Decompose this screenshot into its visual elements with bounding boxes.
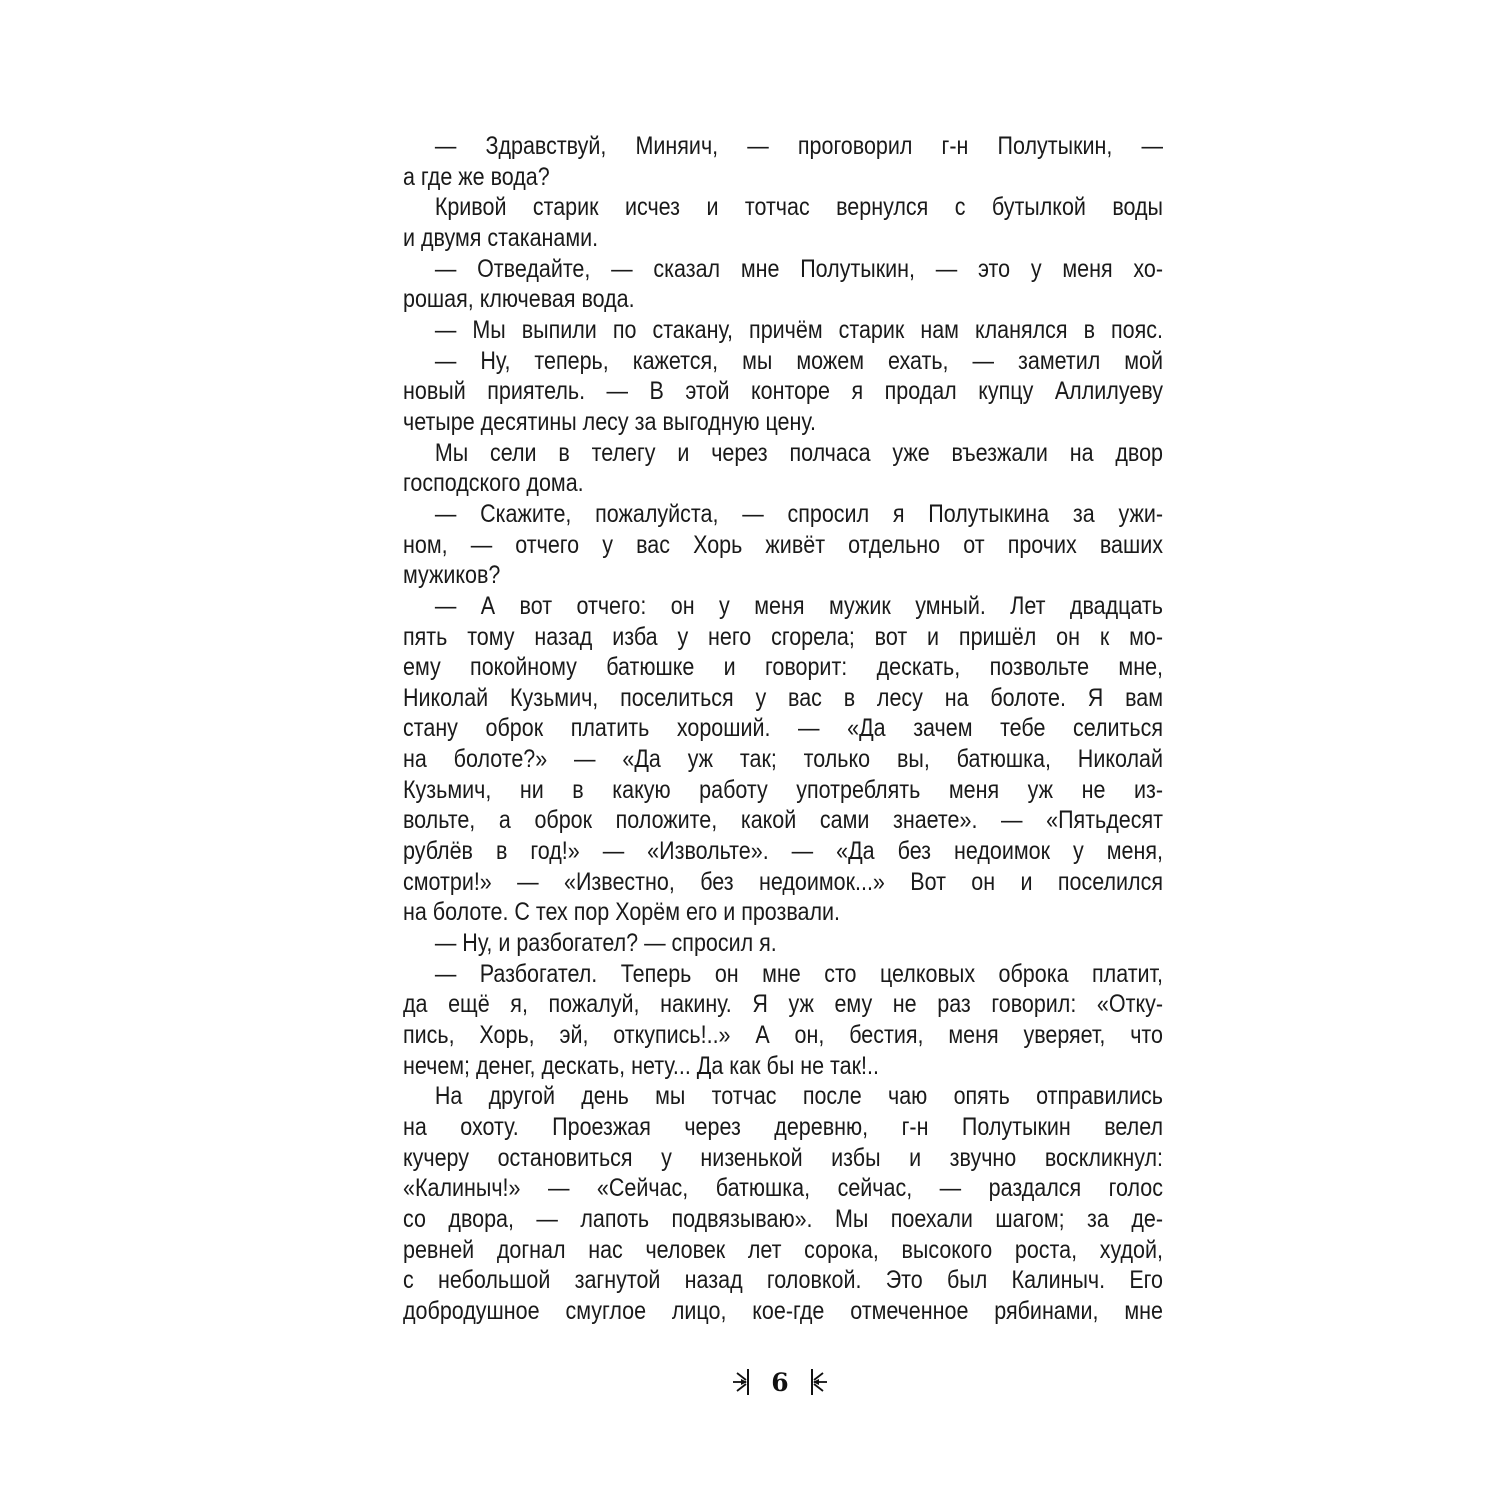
text-line-content: рублёв в год!» — «Извольте». — «Да без недоимок у меня, [403,837,1163,866]
text-line [403,254,1163,285]
text-line-content: рошая, ключевая вода. [403,285,635,314]
text-line-content: — Здравствуй, Миняич, — проговорил г-н Полутыкин, — [434,132,1163,160]
text-line [403,1204,1163,1235]
text-line [403,591,1163,622]
text-line [403,744,1163,775]
text-line [403,530,1163,561]
text-line-content: Кривой старик исчез и тотчас вернулся с бутылкой воды [434,193,1163,222]
text-line [403,315,1163,346]
text-line-content: Мы сели в телегу и через полчаса уже въезжали на двор [434,438,1163,467]
text-line [403,897,1163,928]
text-line [403,376,1163,407]
text-line [403,1112,1163,1143]
text-line [403,805,1163,836]
text-line [403,775,1163,806]
text-line-content: да ещё я, пожалуй, накину. Я уж ему не раз говорил: «Отку- [403,990,1163,1019]
text-line-content: ему покойному батюшке и говорит: дескать, позвольте мне, [403,653,1163,682]
text-line-content: — Разбогател. Теперь он мне сто целковых оброка платит, [434,959,1163,988]
text-line-content: вольте, а оброк положите, какой сами знаете». — «Пятьдесят [403,806,1163,835]
text-line [403,1020,1163,1051]
text-line-content: и двумя стаканами. [403,223,599,252]
text-line [403,223,1163,254]
text-line [403,1143,1163,1174]
text-line-content: стану оброк платить хороший. — «Да зачем тебе селиться [403,714,1163,743]
text-line-content: четыре десятины лесу за выгодную цену. [403,407,816,436]
text-line [403,683,1163,714]
folio-right-ornament-icon [807,1367,829,1397]
body-text [403,131,1163,1327]
text-line-content: с небольшой загнутой назад головкой. Это был Калиныч. Его [403,1266,1163,1295]
text-line-content: «Калиныч!» — «Сейчас, батюшка, сейчас, — раздался голос [403,1174,1163,1203]
text-line-content: на болоте. С тех пор Хорём его и прозвали. [403,898,841,927]
text-line [403,1235,1163,1266]
text-line [403,989,1163,1020]
text-line [403,131,1163,162]
text-line-content: — Отведайте, — сказал мне Полутыкин, — это у меня хо- [434,254,1163,283]
text-line [403,407,1163,438]
text-line [403,560,1163,591]
text-line-content: кучеру остановиться у низенькой избы и звучно воскликнул: [403,1143,1163,1172]
text-line-content: смотри!» — «Известно, без недоимок...» Вот он и поселился [403,867,1163,896]
text-line-content: а где же вода? [403,162,550,191]
page-number: 6 [771,1367,789,1397]
text-line-content: мужиков? [403,561,501,590]
text-line-content: — Мы выпили по стакану, причём старик нам кланялся в пояс. [434,315,1163,344]
text-line [403,1296,1163,1327]
text-line-content: господского дома. [403,469,584,498]
text-line-content: — Скажите, пожалуйста, — спросил я Полутыкина за ужи- [434,499,1163,528]
text-line [403,928,1163,959]
text-line [403,438,1163,469]
text-line [403,652,1163,683]
text-line [403,499,1163,530]
text-line-content: добродушное смуглое лицо, кое-где отмеченное рябинами, мне [403,1296,1163,1325]
page-folio [720,1362,840,1402]
text-line [403,959,1163,990]
text-line-content: — А вот отчего: он у меня мужик умный. Лет двадцать [434,591,1163,620]
text-line-content: На другой день мы тотчас после чаю опять отправились [434,1082,1163,1111]
text-line-content: Кузьмич, ни в какую работу употреблять меня уж не из- [403,775,1163,804]
text-line-content: пись, Хорь, эй, откупись!..» А он, бестия, меня уверяет, что [403,1021,1163,1050]
text-line [403,468,1163,499]
text-line [403,1051,1163,1082]
text-line [403,162,1163,193]
text-line [403,713,1163,744]
text-line [403,192,1163,223]
text-line-content: ном, — отчего у вас Хорь живёт отдельно от прочих ваших [403,530,1163,559]
folio-left-ornament-icon [731,1367,753,1397]
text-line-content: — Ну, и разбогател? — спросил я. [434,929,777,958]
text-line-content: новый приятель. — В этой конторе я продал купцу Аллилуеву [403,377,1163,406]
text-line-content: со двора, — лапоть подвязываю». Мы поехали шагом; за де- [403,1204,1163,1233]
text-line-content: ревней догнал нас человек лет сорока, высокого роста, худой, [403,1235,1163,1264]
text-line [403,1081,1163,1112]
text-line [403,622,1163,653]
text-line-content: пять тому назад изба у него сгорела; вот и пришёл он к мо- [403,622,1163,651]
text-line [403,346,1163,377]
text-line [403,1265,1163,1296]
text-line-content: на охоту. Проезжая через деревню, г-н Полутыкин велел [403,1113,1163,1141]
text-line [403,1173,1163,1204]
text-line-content: — Ну, теперь, кажется, мы можем ехать, — заметил мой [434,346,1163,375]
text-line-content: на болоте?» — «Да уж так; только вы, батюшка, Николай [403,745,1163,774]
text-line [403,867,1163,898]
text-line-content: нечем; денег, дескать, нету... Да как бы не так!.. [403,1051,879,1080]
text-line [403,836,1163,867]
text-line [403,284,1163,315]
text-line-content: Николай Кузьмич, поселиться у вас в лесу на болоте. Я вам [403,683,1163,712]
